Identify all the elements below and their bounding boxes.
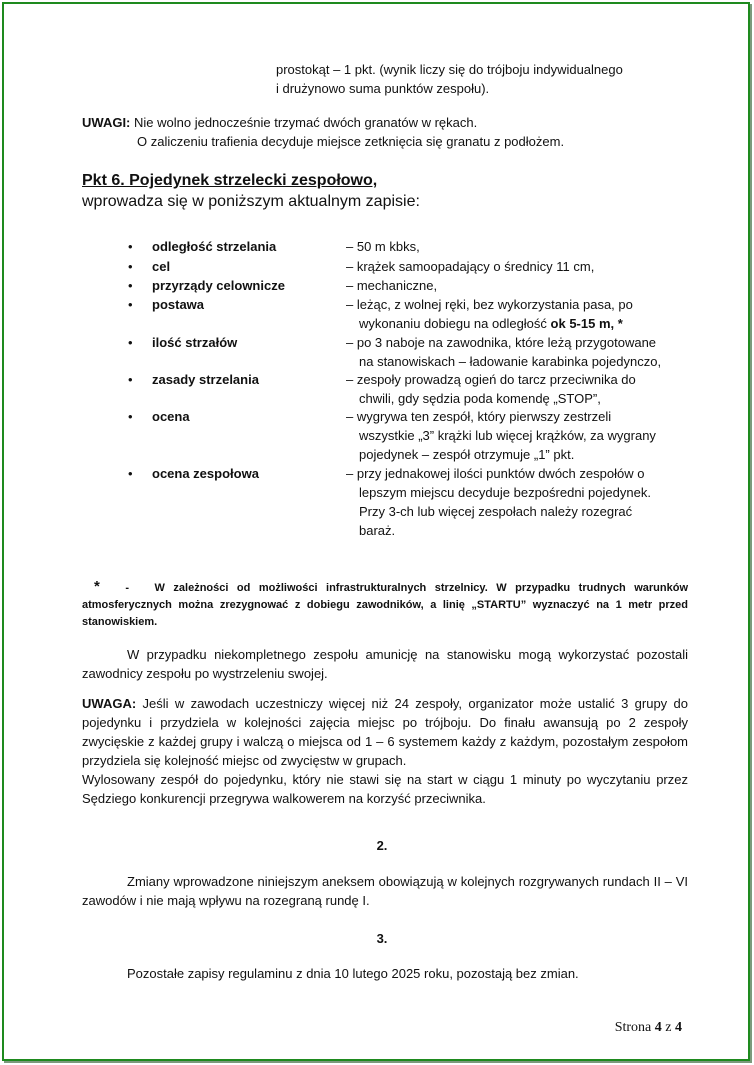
- bullet-icon: •: [128, 239, 133, 254]
- footnote-text: W zależności od możliwości infrastrukturalnych strzelnicy. W przypadku trudnych warunków atmosferycznych można zrezygnować z dobiegu zawodników, a linię „STARTU” wyznaczyć na 1 metr przed stanowiskiem.: [82, 582, 688, 628]
- uwaga-label: UWAGA:: [82, 696, 137, 711]
- item-desc: [346, 276, 686, 295]
- item-desc: [346, 237, 686, 256]
- section-subtitle: wprowadza się w poniższym aktualnym zapisie:: [82, 193, 420, 210]
- item-desc-line: baraż.: [359, 523, 396, 538]
- current-page: 4: [654, 1020, 662, 1035]
- bullet-icon: •: [128, 259, 133, 274]
- top-line-2: i drużynowo suma punktów zespołu).: [276, 81, 490, 96]
- item-desc: [346, 370, 686, 408]
- item-term: postawa: [152, 297, 205, 312]
- uwaga-paragraph: [82, 694, 688, 770]
- item-desc-line: lepszym miejscu decyduje bezpośredni pojedynek.: [359, 485, 651, 500]
- section-number-3: 3.: [376, 931, 388, 946]
- item-term: przyrządy celownicze: [152, 278, 285, 293]
- item-desc-line: – krążek samoopadający o średnicy 11 cm,: [346, 259, 595, 274]
- total-pages: 4: [675, 1020, 682, 1035]
- bullet-icon: •: [128, 466, 133, 481]
- item-desc-line: – po 3 naboje na zawodnika, które leżą przygotowane: [346, 335, 657, 350]
- changes-paragraph: Zmiany wprowadzone niniejszym aneksem obowiązują w kolejnych rozgrywanych rundach II – VI zawodów i nie mają wpływu na rozegraną rundę I.: [82, 874, 688, 908]
- item-desc: [346, 257, 686, 276]
- item-desc-line: chwili, gdy sędzia poda komendę „STOP”,: [359, 391, 601, 406]
- section-number-2: 2.: [376, 838, 388, 853]
- item-desc-line: – przy jednakowej ilości punktów dwóch zespołów o: [346, 466, 645, 481]
- page-footer: Strona 4 z 4: [614, 1020, 682, 1035]
- footnote-dash: -: [125, 582, 130, 594]
- item-desc-line: – leżąc, z wolnej ręki, bez wykorzystania pasa, po: [346, 297, 633, 312]
- bullet-icon: •: [128, 278, 133, 293]
- uwagi-line-1: [82, 113, 688, 132]
- item-term: ilość strzałów: [152, 335, 238, 350]
- item-desc-line: – zespoły prowadzą ogień do tarcz przeciwnika do: [346, 372, 636, 387]
- item-term: cel: [152, 259, 171, 274]
- item-desc-line: na stanowiskach – ładowanie karabinka pojedynczo,: [359, 354, 662, 369]
- item-desc: [346, 333, 686, 371]
- item-desc: [346, 295, 686, 333]
- uwagi-label: UWAGI:: [82, 115, 131, 130]
- ammo-paragraph: W przypadku niekompletnego zespołu amunicję na stanowisku mogą wykorzystać pozostali zawodnicy zespołu po wystrzeleniu swojej.: [82, 647, 688, 681]
- item-desc-line: Przy 3-ch lub więcej zespołach należy rozegrać: [359, 504, 633, 519]
- item-desc-line: wszystkie „3” krążki lub więcej krążków, za wygrany: [359, 428, 656, 443]
- item-term: zasady strzelania: [152, 372, 259, 387]
- uwaga-text: Jeśli w zawodach uczestniczy więcej niż 24 zespoły, organizator może ustalić 3 grupy do pojedynku i przydziela w kolejności zajęcia miejsc po trójboju. Do finału awansują po 2 zespoły zwycięskie z każdej grupy i walczą o miejsca od 1 – 6 systemem każdy z każdym, pozostałym zespołom przydziela się kolejność miejsc od zwycięstw w grupach.: [82, 696, 688, 768]
- distance-highlight: ok 5-15 m, *: [550, 316, 623, 331]
- bullet-icon: •: [128, 297, 133, 312]
- bullet-icon: •: [128, 372, 133, 387]
- item-desc-line: – mechaniczne,: [346, 278, 438, 293]
- bullet-icon: •: [128, 335, 133, 350]
- item-desc-line: – 50 m kbks,: [346, 239, 420, 254]
- uwagi-text-1: Nie wolno jednocześnie trzymać dwóch granatów w rękach.: [134, 115, 478, 130]
- item-term: odległość strzelania: [152, 239, 277, 254]
- item-desc: [346, 407, 686, 464]
- item-desc-line: pojedynek – zespół otrzymuje „1” pkt.: [359, 447, 575, 462]
- bullet-icon: •: [128, 409, 133, 424]
- uwagi-line-2: O zaliczeniu trafienia decyduje miejsce zetknięcia się granatu z podłożem.: [137, 134, 565, 149]
- remaining-paragraph: Pozostałe zapisy regulaminu z dnia 10 lutego 2025 roku, pozostają bez zmian.: [127, 966, 579, 981]
- item-desc: [346, 464, 686, 540]
- item-desc-line: wykonaniu dobiegu na odległość ok 5-15 m, *: [359, 316, 623, 331]
- walkover-paragraph: Wylosowany zespół do pojedynku, który nie stawi się na start w ciągu 1 minuty po wyczytaniu przez Sędziego konkurencji przegrywa walkowerem na korzyść przeciwnika.: [82, 772, 688, 806]
- footnote: [82, 578, 688, 631]
- item-desc-line: – wygrywa ten zespół, który pierwszy zestrzeli: [346, 409, 612, 424]
- top-line-1: prostokąt – 1 pkt. (wynik liczy się do trójboju indywidualnego: [276, 62, 623, 77]
- item-term: ocena: [152, 409, 190, 424]
- footnote-star: *: [94, 578, 100, 595]
- item-term: ocena zespołowa: [152, 466, 259, 481]
- section-title: Pkt 6. Pojedynek strzelecki zespołowo,: [82, 172, 378, 189]
